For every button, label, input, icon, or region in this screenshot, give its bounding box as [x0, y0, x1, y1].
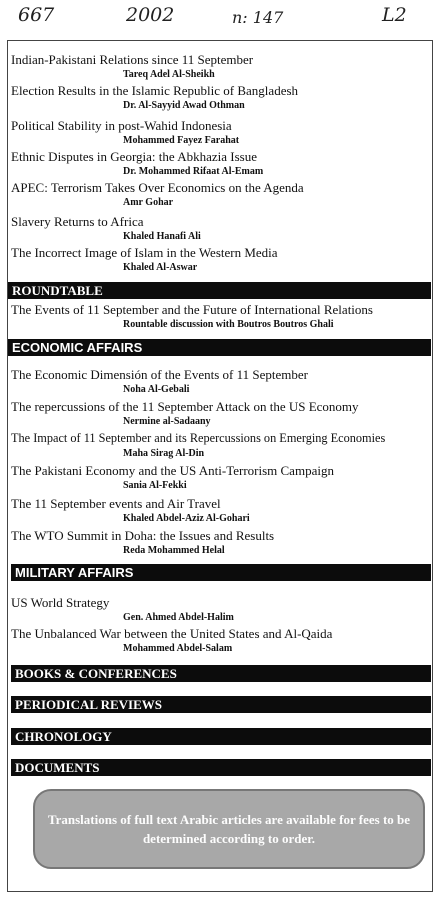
- article-entry: [11, 180, 432, 209]
- contents-page: [7, 40, 433, 892]
- article-title: Indian-Pakistani Relations since 11 September: [11, 52, 254, 67]
- article-entry: [11, 496, 432, 525]
- article-entry: [11, 214, 432, 243]
- article-author: Reda Mohammed Helal: [123, 545, 225, 556]
- section-heading-roundtable: ROUNDTABLE: [8, 282, 431, 299]
- article-entry: [11, 367, 432, 396]
- section-heading-periodical-reviews: PERIODICAL REVIEWS: [11, 696, 431, 713]
- section-heading-economic-affairs: ECONOMIC AFFAIRS: [8, 339, 431, 356]
- handwritten-number: n: 147: [232, 8, 284, 27]
- article-title: Political Stability in post-Wahid Indonesia: [11, 118, 232, 133]
- handwritten-mark-right: L2: [382, 4, 407, 26]
- article-author: Khaled Al-Aswar: [123, 262, 198, 273]
- section-heading-documents: DOCUMENTS: [11, 759, 431, 776]
- handwritten-mark-left: 667: [18, 4, 55, 26]
- article-title: Slavery Returns to Africa: [11, 214, 144, 229]
- article-title: The Economic Dimensión of the Events of 11 September: [11, 367, 309, 382]
- article-title: The Pakistani Economy and the US Anti-Terrorism Campaign: [11, 463, 334, 478]
- handwritten-year: 2002: [126, 4, 175, 26]
- article-title: The WTO Summit in Doha: the Issues and Results: [11, 528, 275, 543]
- article-author: Noha Al-Gebali: [123, 384, 190, 395]
- article-entry: [11, 118, 432, 147]
- article-author: Dr. Mohammed Rifaat Al-Emam: [123, 166, 264, 177]
- article-title: The Events of 11 September and the Future of International Relations: [11, 302, 373, 317]
- article-title: The repercussions of the 11 September Attack on the US Economy: [11, 399, 359, 414]
- article-title: APEC: Terrorism Takes Over Economics on the Agenda: [11, 180, 304, 195]
- article-author: Dr. Al-Sayyid Awad Othman: [123, 100, 245, 111]
- article-author: Mohammed Abdel-Salam: [123, 643, 233, 654]
- article-entry: [11, 83, 432, 112]
- article-entry: [11, 528, 432, 557]
- article-entry: [11, 245, 432, 274]
- translation-notice-text: Translations of full text Arabic articles are available for fees to be determined according to order.: [47, 812, 411, 846]
- article-entry: [11, 52, 432, 81]
- article-author: Tareq Adel Al-Sheikh: [123, 69, 215, 80]
- article-entry: [11, 302, 432, 331]
- article-entry: [11, 399, 432, 428]
- article-title: The Unbalanced War between the United States and Al-Qaida: [11, 626, 333, 641]
- article-entry: [11, 431, 432, 460]
- article-author: Mohammed Fayez Farahat: [123, 135, 240, 146]
- article-title: The 11 September events and Air Travel: [11, 496, 221, 511]
- article-entry: [11, 626, 432, 655]
- article-entry: [11, 595, 432, 624]
- article-author: Khaled Hanafi Ali: [123, 231, 201, 242]
- section-heading-military-affairs: MILITARY AFFAIRS: [11, 564, 431, 581]
- translation-notice-box: [33, 789, 425, 869]
- article-author: Maha Sirag Al-Din: [123, 448, 205, 459]
- article-entry: [11, 463, 432, 492]
- article-title: Election Results in the Islamic Republic of Bangladesh: [11, 83, 299, 98]
- article-title: The Incorrect Image of Islam in the Western Media: [11, 245, 278, 260]
- article-author: Gen. Ahmed Abdel-Halim: [123, 612, 234, 623]
- article-author: Rountable discussion with Boutros Boutros Ghali: [123, 319, 334, 330]
- article-title: The Impact of 11 September and its Repercussions on Emerging Economies: [11, 431, 386, 445]
- article-author: Khaled Abdel-Aziz Al-Gohari: [123, 513, 250, 524]
- article-author: Nermine al-Sadaany: [123, 416, 211, 427]
- article-entry: [11, 149, 432, 178]
- article-author: Amr Gohar: [123, 197, 174, 208]
- article-author: Sania Al-Fekki: [123, 480, 187, 491]
- section-heading-books-conferences: BOOKS & CONFERENCES: [11, 665, 431, 682]
- article-title: US World Strategy: [11, 595, 110, 610]
- article-title: Ethnic Disputes in Georgia: the Abkhazia Issue: [11, 149, 257, 164]
- section-heading-chronology: CHRONOLOGY: [11, 728, 431, 745]
